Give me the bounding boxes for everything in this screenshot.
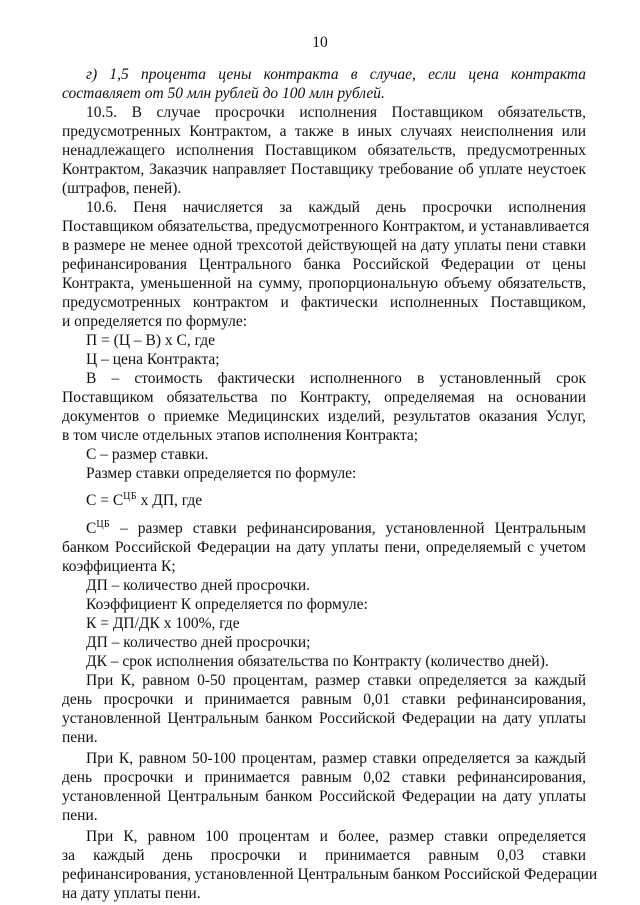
text-line: рефинансирования Центрального банка Российской Федерации от цены [62, 256, 586, 273]
text-line: Поставщиком обязательства, предусмотренного Контрактом, и устанавливается [62, 218, 590, 235]
text-line: в том числе отдельных этапов исполнения Контракта; [62, 427, 419, 444]
text-line: г) 1,5 процента цены контракта в случае, если цена контракта [86, 66, 586, 83]
text-line: документов о приемке Медицинских изделий, результатов оказания Услуг, [62, 408, 586, 425]
text-line: предусмотренных контрактом и фактически исполненных Поставщиком, [62, 294, 586, 311]
text-line [86, 492, 586, 510]
text-line: При К, равном 100 процентам и более, размер ставки определяется [86, 828, 586, 845]
text-line: в размере не менее одной трехсотой действующей на дату уплаты пени ставки [62, 237, 586, 254]
text-line: банком Российской Федерации на дату уплаты пени, определяемый с учетом [62, 539, 586, 556]
text-line: Размер ставки определяется по формуле: [86, 465, 357, 482]
text-line: Коэффициент К определяется по формуле: [86, 596, 368, 613]
page-number: 10 [312, 34, 328, 51]
text-line: 10.5. В случае просрочки исполнения Поставщиком обязательств, [86, 104, 586, 121]
text-line: Ц – цена Контракта; [86, 351, 220, 368]
text-line: день просрочки и принимается равным 0,01 ставки рефинансирования, [62, 691, 586, 708]
text-line: П = (Ц – В) х С, где [86, 332, 215, 349]
text-line: Поставщиком обязательства по Контракту, определяемая на основании [62, 389, 586, 406]
text-line: пени. [62, 729, 98, 746]
text-line: При К, равном 50-100 процентам, размер ставки определяется за каждый [86, 750, 586, 767]
formula-part: С = С [86, 492, 124, 509]
text-line: При К, равном 0-50 процентам, размер ставки определяется за каждый [86, 672, 586, 689]
formula-superscript: ЦБ [123, 490, 137, 502]
text-line: установленной Центральным банком Российской Федерации на дату уплаты [62, 788, 586, 805]
text-line: Контракта, уменьшенной на сумму, пропорциональную объему обязательств, [62, 275, 586, 292]
text-line: за каждый день просрочки и принимается равным 0,03 ставки [62, 847, 586, 864]
formula-part: С [86, 520, 97, 537]
text-line: и определяется по формуле: [62, 313, 248, 330]
text-line: рефинансирования, установленной Центральным банком Российской Федерации [62, 866, 598, 883]
formula-part: х ДП, где [136, 492, 203, 509]
text-line: пени. [62, 807, 98, 824]
text-line: установленной Центральным банком Российской Федерации на дату уплаты [62, 710, 586, 727]
text-line: ненадлежащего исполнения Поставщиком обязательств, предусмотренных [62, 142, 586, 159]
text-line: С – размер ставки. [86, 446, 209, 463]
text-line: ДП – количество дней просрочки. [86, 577, 311, 594]
text-line: (штрафов, пеней). [62, 180, 182, 197]
text-line: В – стоимость фактически исполненного в установленный срок [86, 370, 586, 387]
text-line: ДП – количество дней просрочки; [86, 634, 311, 651]
text-line [86, 520, 586, 538]
text-line: 10.6. Пеня начисляется за каждый день просрочки исполнения [86, 199, 586, 216]
text-line: на дату уплаты пени. [62, 885, 201, 902]
formula-part: – размер ставки рефинансирования, установленной Центральным [109, 520, 586, 537]
formula-superscript: ЦБ [96, 518, 110, 530]
text-line: предусмотренных Контрактом, а также в иных случаях неисполнения или [62, 123, 586, 140]
text-line: Контрактом, Заказчик направляет Поставщику требование об уплате неустоек [62, 161, 586, 178]
text-line: день просрочки и принимается равным 0,02 ставки рефинансирования, [62, 769, 586, 786]
text-line: К = ДП/ДК х 100%, где [86, 615, 240, 632]
text-line: коэффициента К; [62, 558, 176, 575]
text-line: составляет от 50 млн рублей до 100 млн рублей. [62, 85, 385, 102]
text-line: ДК – срок исполнения обязательства по Контракту (количество дней). [86, 653, 549, 670]
